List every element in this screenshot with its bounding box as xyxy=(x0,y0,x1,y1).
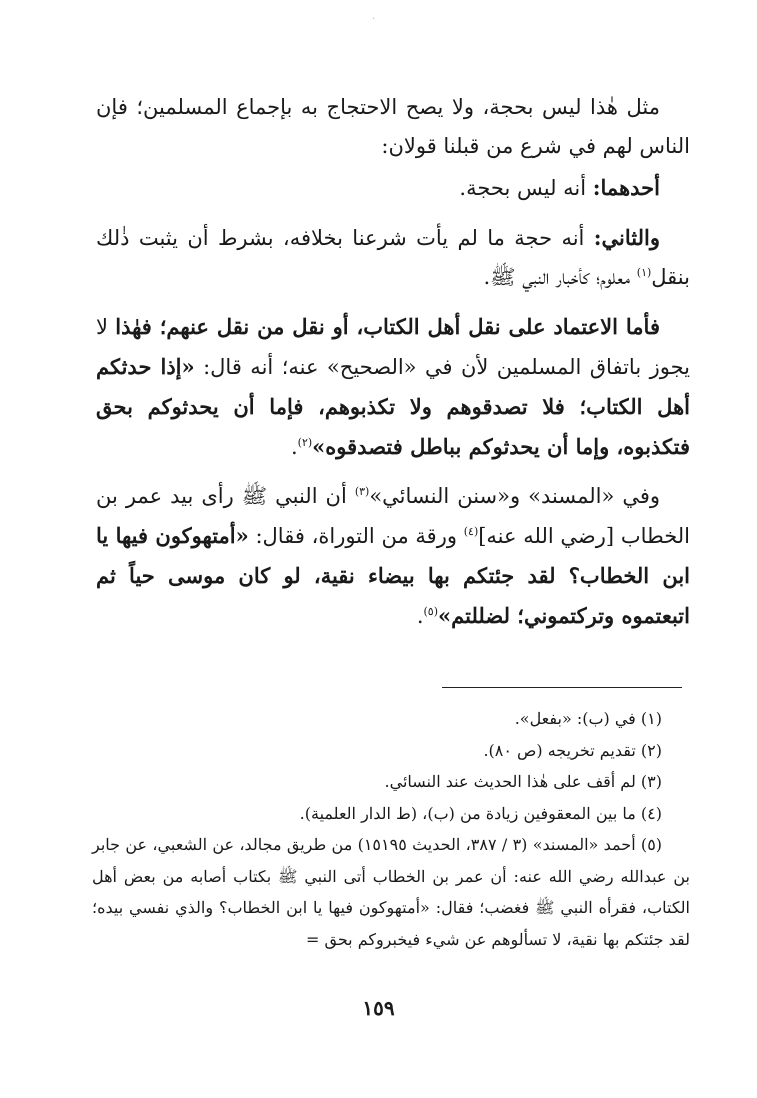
footnote-1: (١) في (ب): «بفعل». xyxy=(514,709,662,728)
footnote-2: (٢) تقديم تخريجه (ص ٨٠). xyxy=(483,740,662,760)
footnote-5: (٥) أحمد «المسند» (٣ / ٣٨٧، الحديث ١٥١٩٥) من طريق مجالد، عن الشعبي، عن جابر بن عبدالله رضي الله عنه: أن عمر بن الخطاب أتى النبي ﷺ بكتاب أصابه من بعض أهل الكتاب، فقرأه النبي ﷺ فغضب؛ فقال: «أمتهوكون فيها يا ابن الخطاب؟ والذي نفسي بيده؛ لقد جئتكم بها نقية، لا تسألوهم عن شيء فيخبروكم بحق = xyxy=(92,835,690,949)
footnote-ref-5: (٥) xyxy=(423,605,439,618)
footnote-ref-2: (٢) xyxy=(297,436,313,449)
paragraph-5-text-b: أن النبي ﷺ رأى بيد عمر بن الخطاب [رضي الله عنه] xyxy=(96,484,690,548)
paragraph-4-text: لا يجوز باتفاق المسلمين لأن في «الصحيح» عنه؛ أنه قال: xyxy=(96,315,690,379)
paragraph-2 xyxy=(96,168,690,208)
paragraph-4-end: . xyxy=(290,435,298,459)
footnote-3: (٣) لم أقف على هٰذا الحديث عند النسائي. xyxy=(384,772,662,791)
main-text xyxy=(96,88,690,646)
paragraph-1 xyxy=(96,88,690,166)
paragraph-4-lead: فأما الاعتماد على نقل أهل الكتاب، أو نقل من نقل عنهم؛ فهٰذا xyxy=(115,314,660,339)
footnotes xyxy=(92,703,690,955)
paragraph-3-label: والثاني: xyxy=(593,225,660,250)
footnote-divider xyxy=(442,687,682,688)
footnote-ref-1: (١) xyxy=(636,266,652,279)
footnote-4: (٤) ما بين المعقوفين زيادة من (ب)، (ط الدار العلمية). xyxy=(299,803,662,823)
paragraph-4 xyxy=(96,307,690,467)
paragraph-2-label: أحدهما: xyxy=(592,175,660,200)
page-number: ١٥٩ xyxy=(362,996,395,1020)
paragraph-1-text: مثل هٰذا ليس بحجة، ولا يصح الاحتجاج به بإجماع المسلمين؛ فإن الناس لهم في شرع من قبلنا قولان: xyxy=(96,95,690,158)
footnote-ref-4: (٤) xyxy=(463,525,479,538)
paragraph-2-text: أنه ليس بحجة. xyxy=(459,176,593,200)
paragraph-3-text-b: معلوم؛ كأخبار النبي ﷺ. xyxy=(483,265,637,289)
paragraph-5 xyxy=(96,477,690,636)
hadith-quote-2: «أمتهوكون فيها يا ابن الخطاب؟ لقد جئتكم بها بيضاء نقية، لو كان موسى حياً ثم اتبعتموه وتركتموني؛ لضللتم» xyxy=(96,523,690,628)
paragraph-5-end: . xyxy=(416,604,424,628)
scan-speck: · xyxy=(372,14,376,25)
paragraph-5-text-a: وفي «المسند» و«سنن النسائي» xyxy=(369,484,661,508)
hadith-quote-1: «إذا حدثكم أهل الكتاب؛ فلا تصدقوهم ولا تكذبوهم، فإما أن يحدثوكم بحق فتكذبوه، وإما أن يحدثوكم بباطل فتصدقوه» xyxy=(96,354,690,459)
paragraph-3-text-a: أنه حجة ما لم يأت شرعنا بخلافه، بشرط أن يثبت ذٰلك بنقل xyxy=(96,226,690,289)
footnote-ref-3: (٣) xyxy=(354,485,370,498)
paragraph-3 xyxy=(96,218,690,297)
paragraph-5-text-c: ورقة من التوراة، فقال: xyxy=(248,524,464,548)
